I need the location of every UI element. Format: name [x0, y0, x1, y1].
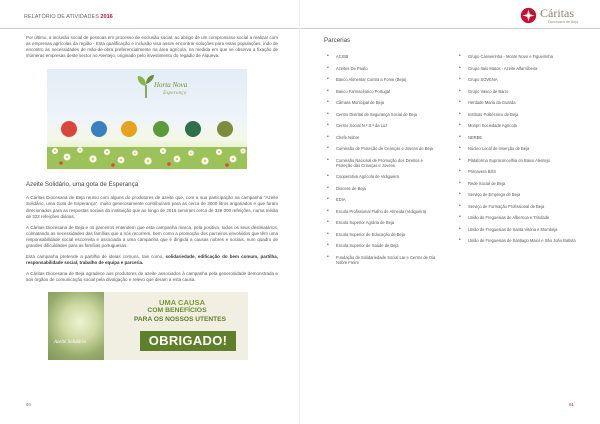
olive-branch-image — [48, 292, 104, 360]
partner-logo — [91, 121, 107, 137]
partner-item: • Instituto Politécnico de Beja — [454, 112, 576, 117]
right-page-content — [322, 35, 578, 354]
azeite-solidario-logo-text: Azeite Solidário — [54, 339, 87, 345]
paragraph-2: A Cáritas Diocesana de Beja e os parceiros entendem que esta campanha marca, pela positiva, todos os seus destinatários, colmatando as necessidades das famílias que a nós recorrem, bem como a promoção dos parceiros envolvidos que têm uma responsabilidade social escorreita e associada a uma campanha que é dirigida a causas nobres e sociais, num quadro de grandes dificuldades para as famílias portuguesas. — [26, 224, 278, 249]
partner-item: • União de Freguesias de Albernoa e Trindade — [454, 215, 576, 220]
partner-item: • Núcleo Local de Inserção de Beja — [454, 146, 576, 151]
partner-item: • Escola Superior de Educação de Beja — [322, 232, 440, 237]
paragraph-3 — [26, 254, 278, 266]
partners-list-left — [322, 54, 440, 271]
partner-item: • União de Freguesias de Santiago Maior e São João Batista — [454, 238, 576, 243]
partner-logo — [185, 121, 201, 137]
partner-item: • EDIA — [322, 197, 440, 202]
paragraph-3-text: Esta campanha pretende a partilha de ideias comuns, tais como, — [26, 254, 166, 260]
partner-item: • Escola Superior de Saúde de Beja — [322, 243, 440, 248]
brand-subtitle: Diocesana de Beja — [548, 20, 579, 24]
banner-line-1: UMA CAUSA — [158, 297, 206, 307]
partner-item: • Escola Superior Agrária de Beja — [322, 220, 440, 225]
left-page-content — [26, 35, 278, 360]
partner-logo — [153, 121, 169, 137]
partner-item: • Grupo Canseirinha - Monte Novo e Figueirinha — [454, 54, 576, 59]
partner-item: • Serviço de Emprego de Beja — [454, 192, 576, 197]
partner-item: • Azeites De Pauto — [322, 66, 440, 71]
horta-nova-subtitle: Esperança — [163, 90, 187, 97]
partners-lists — [322, 54, 578, 354]
partner-item: • Banco Farmacêutico Portugal — [322, 89, 440, 94]
report-header — [24, 14, 113, 20]
partner-item: • Chefe Nobre — [322, 135, 440, 140]
azeite-solidario-banner — [48, 292, 248, 360]
partner-item: • Herdade Maria da Guarda — [454, 100, 576, 105]
caritas-logo — [520, 5, 590, 27]
partner-item: • Comissão Nacional de Promoção dos Direitos e Proteção das Crianças e Jovens — [322, 158, 440, 168]
partner-item: • Rede Social de Beja — [454, 181, 576, 186]
partners-list-right — [454, 54, 576, 250]
paragraph-1: A Cáritas Diocesana de Beja reuniu com alguns do produtores de azeite que, com a sua participação na campanha "Azeite Solidário, uma Gota de Esperança", muito generosamente contribuíram para as cerca de 3000 litros angariados e que foram direcionados para as respostas sociais da instituição que ao longo de 2016 serviram cerca de 328 000 refeições, numa média de 322 refeições diárias. — [26, 195, 278, 219]
partner-item: • Centro Social N.ª S.ª da Luz — [322, 123, 440, 128]
caritas-flame-icon — [520, 7, 537, 24]
partner-item: • Banco Alimentar Contra a Fome (Beja) — [322, 77, 440, 82]
paragraph-3-values: solidariedade, edificação do bem comum, partilha, responsabilidade social, trabalho de equipa e parceria. — [26, 254, 279, 266]
horta-nova-title: Horta Nova — [154, 81, 188, 90]
partner-item: • União de Freguesias de Santa Vitória e Mombeja — [454, 227, 576, 232]
banner-line-2: COM BENEFÍCIOS — [147, 306, 207, 314]
partner-item: • Moripri Sociedade Agrícola — [454, 123, 576, 128]
partner-logo — [121, 121, 137, 137]
page-number-right: 61 — [569, 402, 574, 407]
partner-item: • Fundação de Solidariedade Social Lar e Centro de Dia Nobre Freire — [322, 255, 440, 265]
report-year: 2016 — [100, 14, 113, 20]
thanks-badge: OBRIGADO! — [140, 331, 236, 351]
page-gutter — [299, 0, 300, 424]
partners-title: Parcerias — [324, 37, 351, 44]
partner-logo — [61, 121, 77, 137]
paragraph-4: A Cáritas Diocesana de Beja agradece aos produtores de azeite associados à campanha pela generosidade demonstrada e aos órgãos de comunicação social pela divulgação e relevo que deram a esta causa. — [26, 271, 278, 283]
banner-line-3: PARA OS NOSSOS UTENTES — [134, 315, 226, 323]
section-title: Azeite Solidário, uma gota de Esperança — [26, 181, 139, 189]
partner-item: • Grupo Vasco de Barro — [454, 89, 576, 94]
partner-item: • NERBE — [454, 135, 576, 140]
partner-logo — [217, 121, 233, 137]
partner-logos — [61, 121, 233, 139]
partner-item: • Comissão de Proteção de Crianças e Jovens de Beja — [322, 146, 440, 151]
partner-item: • Plataforma Supraconcelhia do Baixo Alentejo — [454, 158, 576, 163]
partner-item: • Escola Profissional Fialho de Almeida (Vidigueira) — [322, 209, 440, 214]
partner-item: • Grupo Italo Matos - Azeite Alfarróbeira — [454, 66, 576, 71]
header-rule — [0, 28, 600, 29]
partner-item: • Primavera BSS — [454, 169, 576, 174]
intro-paragraph: Por último, a inclusão social de pessoas em processo de exclusão social, ao abrigo de um compromisso social a realizar com as empresas agrícolas da região - Esta qualificação e inclusão visa assim encontrar soluções para estas populações, indo de encontro às necessidades de mão-de-obra preferencialmente na área agrícola, na medida em que se observa a fixação de inúmeras empresas deste sector no Alentejo, originado pelo investimento do regadio de Alqueva. — [26, 35, 278, 59]
partner-item: • Centro Distrital de Segurança Social de Beja — [322, 112, 440, 117]
partner-item: • Cooperativa Agrícola de Vidigueira — [322, 174, 440, 179]
partner-item: • Câmara Municipal de Beja — [322, 100, 440, 105]
partner-item: • Diocese de Beja — [322, 186, 440, 191]
partner-item: • Serviço de Formação Profissional de Beja — [454, 204, 576, 209]
horta-nova-banner — [47, 69, 247, 169]
partner-item: • ACISB — [322, 54, 440, 59]
page-number-left: 60 — [26, 402, 31, 407]
brand-name: Cáritas — [540, 6, 574, 20]
report-title: RELATÓRIO DE ATIVIDADES — [24, 14, 99, 20]
partner-item: • Grupo SOVENA — [454, 77, 576, 82]
